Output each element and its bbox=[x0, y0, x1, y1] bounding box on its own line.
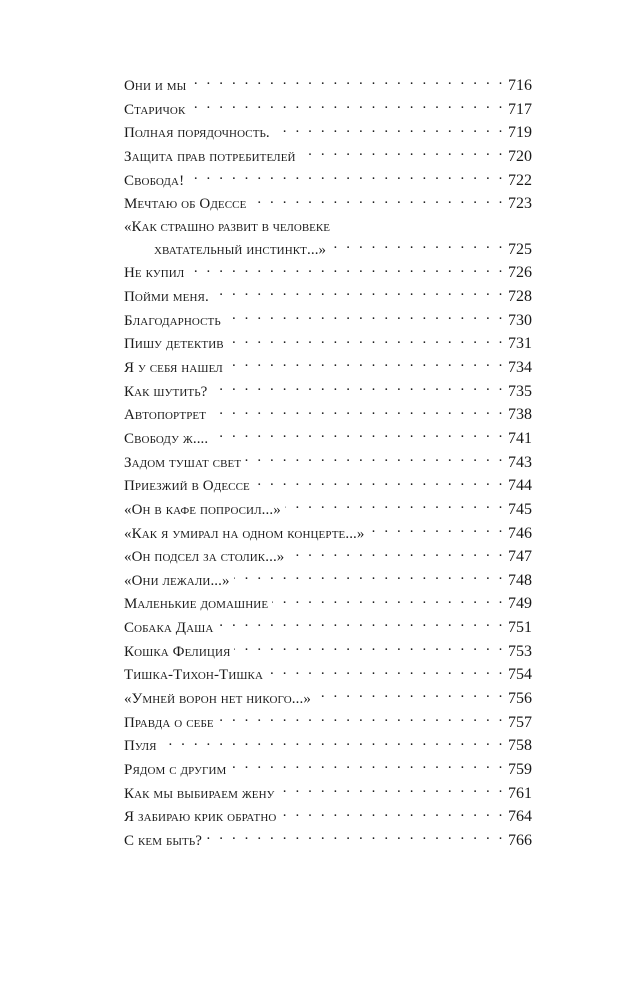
toc-entry-title: Мечтаю об Одессе bbox=[124, 196, 247, 213]
toc-entry-title: Маленькие домашние bbox=[124, 596, 269, 613]
toc-entry-page: 749 bbox=[508, 595, 532, 613]
dot-leader bbox=[279, 783, 505, 798]
toc-entry[interactable] bbox=[124, 640, 532, 664]
toc-entry-title: Рядом с другим bbox=[124, 761, 227, 778]
toc-entry[interactable] bbox=[124, 545, 532, 569]
toc-entry-page: 747 bbox=[508, 548, 532, 566]
toc-entry-title-line1: «Как страшно развит в человеке bbox=[124, 218, 330, 235]
toc-entry-page: 751 bbox=[508, 619, 532, 637]
toc-entry-page: 743 bbox=[508, 453, 532, 471]
toc-entry-page: 741 bbox=[508, 429, 532, 447]
toc-entry-page: 764 bbox=[508, 808, 532, 826]
toc-entry-page: 728 bbox=[508, 288, 532, 306]
toc-entry-title: Приезжий в Одессе bbox=[124, 478, 250, 495]
toc-entry[interactable] bbox=[124, 98, 532, 122]
dot-leader bbox=[245, 452, 505, 467]
toc-entry[interactable] bbox=[124, 498, 532, 522]
toc-entry[interactable] bbox=[124, 522, 532, 546]
dot-leader bbox=[210, 404, 505, 419]
toc-entry-title: Я у себя нашел bbox=[124, 360, 223, 377]
dot-leader bbox=[188, 262, 505, 277]
toc-entry-page: 756 bbox=[508, 690, 532, 708]
toc-entry-title: Как мы выбираем жену bbox=[124, 785, 275, 802]
dot-leader bbox=[188, 170, 505, 185]
toc-entry-page: 745 bbox=[508, 500, 532, 518]
dot-leader bbox=[300, 146, 505, 161]
toc-entry[interactable] bbox=[124, 309, 532, 333]
toc-entry-title: Полная порядочность. bbox=[124, 125, 270, 142]
dot-leader bbox=[161, 735, 505, 750]
toc-entry-page: 754 bbox=[508, 666, 532, 684]
toc-entry-page: 719 bbox=[508, 124, 532, 142]
toc-entry[interactable] bbox=[124, 805, 532, 829]
dot-leader bbox=[285, 499, 505, 514]
toc-entry[interactable] bbox=[124, 403, 532, 427]
dot-leader bbox=[234, 570, 505, 585]
toc-entry[interactable] bbox=[124, 332, 532, 356]
dot-leader bbox=[218, 712, 505, 727]
toc-entry[interactable] bbox=[124, 121, 532, 145]
toc-entry[interactable] bbox=[124, 474, 532, 498]
dot-leader bbox=[230, 759, 505, 774]
toc-entry-title: Благодарность bbox=[124, 312, 221, 329]
toc-entry[interactable] bbox=[124, 687, 532, 711]
toc-entry-title: Пуля bbox=[124, 738, 157, 755]
toc-entry-page: 744 bbox=[508, 477, 532, 495]
dot-leader bbox=[369, 523, 505, 538]
toc-entry-page: 734 bbox=[508, 359, 532, 377]
toc-entry[interactable] bbox=[124, 285, 532, 309]
toc-entry-title: Они и мы bbox=[124, 78, 187, 94]
toc-entry-page: 722 bbox=[508, 171, 532, 189]
toc-entry[interactable] bbox=[124, 592, 532, 616]
toc-entry-page: 757 bbox=[508, 713, 532, 731]
toc-entry-title: Не купил bbox=[124, 265, 185, 282]
toc-entry[interactable] bbox=[124, 192, 532, 216]
toc-entry-title: Свободу ж.... bbox=[124, 430, 209, 447]
toc-entry-title: Правда о себе bbox=[124, 714, 214, 731]
dot-leader bbox=[206, 830, 505, 845]
toc-entry[interactable] bbox=[124, 782, 532, 806]
dot-leader bbox=[189, 99, 505, 114]
dot-leader bbox=[254, 475, 505, 490]
dot-leader bbox=[280, 806, 505, 821]
toc-entry-title: Собака Даша bbox=[124, 620, 214, 637]
toc-entry[interactable] bbox=[124, 829, 532, 853]
dot-leader bbox=[212, 428, 505, 443]
toc-entry[interactable] bbox=[124, 451, 532, 475]
toc-entry-title: Старичок bbox=[124, 101, 186, 118]
toc-entry[interactable] bbox=[124, 380, 532, 404]
toc-entry-title: Автопортрет bbox=[124, 407, 207, 424]
dot-leader bbox=[267, 664, 505, 679]
toc-entry-title: Пойми меня. bbox=[124, 289, 209, 306]
dot-leader bbox=[225, 310, 505, 325]
dot-leader bbox=[213, 286, 505, 301]
toc-entry-title: «Они лежали...» bbox=[124, 572, 230, 589]
toc-entry[interactable] bbox=[124, 616, 532, 640]
toc-entry[interactable] bbox=[124, 216, 532, 262]
dot-leader bbox=[288, 546, 505, 561]
toc-entry-title: Пишу детектив bbox=[124, 336, 224, 353]
toc-entry-page: 726 bbox=[508, 264, 532, 282]
table-of-contents bbox=[124, 74, 532, 853]
toc-entry[interactable] bbox=[124, 427, 532, 451]
toc-entry[interactable] bbox=[124, 711, 532, 735]
toc-entry-title: Задом тушат свет bbox=[124, 454, 242, 471]
toc-entry-title: Тишка-Тихон-Тишка bbox=[124, 667, 264, 684]
toc-entry-page: 730 bbox=[508, 311, 532, 329]
dot-leader bbox=[234, 641, 505, 656]
toc-entry-title: Как шутить? bbox=[124, 383, 208, 400]
dot-leader bbox=[190, 75, 505, 90]
toc-entry-page: 725 bbox=[508, 240, 532, 258]
dot-leader bbox=[274, 122, 505, 137]
toc-entry-page: 758 bbox=[508, 737, 532, 755]
toc-entry[interactable] bbox=[124, 569, 532, 593]
toc-entry-page: 761 bbox=[508, 784, 532, 802]
toc-entry-title: «Он подсел за столик...» bbox=[124, 549, 285, 566]
toc-entry-page: 717 bbox=[508, 100, 532, 118]
dot-leader bbox=[315, 688, 505, 703]
toc-entry-page: 748 bbox=[508, 571, 532, 589]
toc-entry[interactable] bbox=[124, 169, 532, 193]
toc-entry-title-line2: хватательный инстинкт...» bbox=[154, 241, 327, 258]
toc-entry-page: 731 bbox=[508, 335, 532, 353]
dot-leader bbox=[250, 193, 505, 208]
toc-entry-page: 738 bbox=[508, 406, 532, 424]
toc-entry-title: С кем быть? bbox=[124, 832, 203, 849]
toc-entry[interactable] bbox=[124, 758, 532, 782]
toc-entry[interactable] bbox=[124, 356, 532, 380]
toc-entry[interactable] bbox=[124, 145, 532, 169]
toc-entry[interactable] bbox=[124, 734, 532, 758]
toc-entry-title: Защита прав потребителей bbox=[124, 148, 296, 165]
dot-leader bbox=[217, 617, 505, 632]
toc-entry-page: 735 bbox=[508, 382, 532, 400]
toc-entry-title: Я забираю крик обратно bbox=[124, 809, 277, 826]
toc-entry-page: 746 bbox=[508, 524, 532, 542]
toc-entry[interactable] bbox=[124, 261, 532, 285]
dot-leader bbox=[211, 381, 505, 396]
toc-entry[interactable] bbox=[124, 74, 532, 98]
dot-leader bbox=[272, 593, 505, 608]
toc-entry-title: «Как я умирал на одном концерте...» bbox=[124, 525, 365, 542]
toc-entry-title: «Он в кафе попросил...» bbox=[124, 501, 281, 518]
dot-leader bbox=[227, 357, 505, 372]
toc-entry-title: Свобода! bbox=[124, 172, 185, 189]
toc-entry-page: 759 bbox=[508, 760, 532, 778]
toc-entry-page: 723 bbox=[508, 195, 532, 213]
toc-entry[interactable] bbox=[124, 663, 532, 687]
toc-entry-title: «Умней ворон нет никого...» bbox=[124, 691, 311, 708]
toc-entry-title: Кошка Фелиция bbox=[124, 643, 231, 660]
dot-leader bbox=[228, 333, 505, 348]
toc-entry-page: 720 bbox=[508, 147, 532, 165]
toc-entry-page: 753 bbox=[508, 642, 532, 660]
toc-entry-page: 716 bbox=[508, 77, 532, 94]
dot-leader bbox=[330, 239, 505, 254]
toc-entry-page: 766 bbox=[508, 831, 532, 849]
